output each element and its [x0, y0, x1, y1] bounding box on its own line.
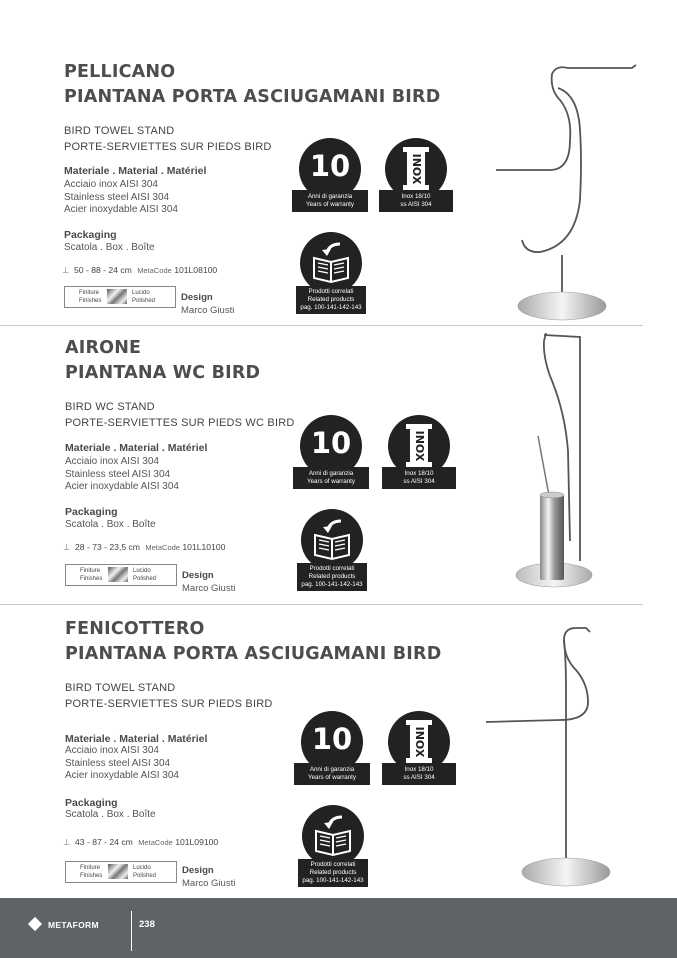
inox-line1: Inox 18/10 [404, 470, 434, 477]
design-heading: Design [182, 865, 214, 876]
inox-label [382, 467, 456, 489]
metacode-value: 101L10100 [182, 542, 226, 552]
airone-stand-image [510, 331, 620, 596]
related-pages: pag. 100-141-142-143 [300, 304, 362, 311]
finish-box [64, 286, 176, 308]
related-pages: pag. 100-141-142-143 [302, 877, 364, 884]
metacode-value: 101L08100 [174, 265, 218, 275]
book-icon [302, 805, 364, 867]
warranty-label [292, 190, 368, 212]
metacode-label: MetaCode [145, 543, 180, 552]
finish-value-en: Polished [133, 872, 157, 879]
warranty-en: Years of warranty [306, 201, 354, 208]
product-section-fenicottero [0, 605, 677, 895]
product-section-airone [0, 326, 677, 604]
warranty-it: Anni di garanzia [308, 470, 354, 477]
finish-value-it: Lucido [132, 290, 150, 296]
warranty-label [293, 467, 369, 489]
finish-box [65, 861, 177, 883]
brand-name: METAFORM [48, 920, 99, 930]
related-label [297, 563, 367, 591]
page-footer [0, 898, 677, 958]
product-title: PIANTANA WC BIRD [65, 363, 261, 383]
material-it: Acciaio inox AISI 304 [65, 456, 159, 467]
product-name: PELLICANO [64, 62, 176, 82]
inox-line2: ss AISI 304 [400, 201, 432, 208]
inox-label [382, 763, 456, 785]
polished-swatch [108, 864, 128, 879]
finish-label-it: Finiture [80, 865, 101, 871]
product-title: PIANTANA PORTA ASCIUGAMANI BIRD [64, 87, 441, 107]
polished-swatch [107, 289, 127, 304]
material-en: Stainless steel AISI 304 [65, 757, 171, 769]
dimensions-line [63, 837, 218, 848]
related-pages: pag. 100-141-142-143 [301, 581, 363, 588]
packaging-value: Scatola . Box . Boîte [64, 242, 155, 253]
warranty-it: Anni di garanzia [309, 766, 355, 773]
inox-line1: Inox 18/10 [401, 193, 431, 200]
page-number: 238 [139, 919, 155, 930]
polished-swatch [108, 567, 128, 582]
related-it: Prodotti correlati [310, 861, 356, 868]
warranty-number: 10 [310, 426, 352, 460]
fenicottero-stand-image [480, 620, 610, 895]
packaging-heading: Packaging [64, 229, 117, 241]
metacode-value: 101L09100 [175, 837, 219, 847]
finish-label-en: Finishes [80, 872, 103, 879]
finish-value-it: Lucido [133, 865, 151, 871]
book-icon [300, 232, 362, 294]
metacode-label: MetaCode [137, 266, 172, 275]
related-en: Related products [309, 869, 357, 876]
inox-line1: Inox 18/10 [404, 766, 434, 773]
warranty-number: 10 [311, 722, 353, 756]
dimensions-icon: ⊥ [62, 265, 70, 275]
related-it: Prodotti correlati [309, 565, 355, 572]
product-name: AIRONE [65, 338, 142, 358]
diamond-icon [28, 917, 42, 931]
packaging-value: Scatola . Box . Boîte [65, 809, 156, 820]
material-heading: Materiale . Material . Matériel [65, 733, 208, 745]
material-it: Acciaio inox AISI 304 [64, 179, 158, 190]
designer-name: Marco Giusti [181, 305, 235, 316]
footer-separator [131, 911, 132, 951]
dimensions-icon: ⊥ [63, 837, 71, 847]
brand-logo [30, 919, 99, 930]
packaging-heading: Packaging [65, 506, 118, 518]
design-heading: Design [181, 292, 213, 303]
inox-text: INOX [413, 430, 426, 462]
related-circle [301, 509, 363, 571]
dimensions-icon: ⊥ [63, 542, 71, 552]
warranty-number: 10 [309, 149, 351, 183]
dimensions-line [62, 265, 217, 276]
related-en: Related products [307, 296, 355, 303]
material-fr: Acier inoxydable AISI 304 [65, 481, 179, 492]
material-fr: Acier inoxydable AISI 304 [64, 204, 178, 215]
design-heading: Design [182, 570, 214, 581]
designer-name: Marco Giusti [182, 583, 236, 594]
product-section-pellicano [0, 0, 677, 325]
finish-label-it: Finiture [80, 568, 101, 574]
inox-text: INOX [413, 726, 426, 758]
dimensions-value: 28 - 73 - 23,5 cm [75, 542, 140, 552]
finish-value-it: Lucido [133, 568, 151, 574]
subtitle-en: BIRD TOWEL STAND [65, 682, 176, 694]
related-en: Related products [308, 573, 356, 580]
material-heading: Materiale . Material . Matériel [65, 442, 208, 454]
material-it: Acciaio inox AISI 304 [65, 745, 159, 756]
material-fr: Acier inoxydable AISI 304 [65, 770, 179, 781]
related-circle [302, 805, 364, 867]
finish-label-en: Finishes [79, 297, 102, 304]
related-label [296, 286, 366, 314]
finish-label-it: Finiture [79, 290, 100, 296]
product-name: FENICOTTERO [65, 619, 205, 639]
material-en: Stainless steel AISI 304 [64, 191, 170, 203]
material-en: Stainless steel AISI 304 [65, 468, 171, 480]
warranty-it: Anni di garanzia [307, 193, 353, 200]
related-circle [300, 232, 362, 294]
finish-box [65, 564, 177, 586]
packaging-heading: Packaging [65, 797, 118, 809]
designer-name: Marco Giusti [182, 878, 236, 889]
inox-text: INOX [410, 153, 423, 185]
inox-line2: ss AISI 304 [403, 478, 435, 485]
packaging-value: Scatola . Box . Boîte [65, 519, 156, 530]
subtitle-en: BIRD WC STAND [65, 401, 155, 413]
warranty-en: Years of warranty [308, 774, 356, 781]
pellicano-stand-image [490, 60, 640, 330]
subtitle-fr: PORTE-SERVIETTES SUR PIEDS BIRD [65, 698, 273, 710]
finish-value-en: Polished [133, 575, 157, 582]
finish-label-en: Finishes [80, 575, 103, 582]
related-label [298, 859, 368, 887]
finish-value-en: Polished [132, 297, 156, 304]
dimensions-value: 43 - 87 - 24 cm [75, 837, 133, 847]
product-title: PIANTANA PORTA ASCIUGAMANI BIRD [65, 644, 442, 664]
subtitle-en: BIRD TOWEL STAND [64, 125, 175, 137]
inox-line2: ss AISI 304 [403, 774, 435, 781]
material-heading: Materiale . Material . Matériel [64, 165, 207, 177]
subtitle-fr: PORTE-SERVIETTES SUR PIEDS BIRD [64, 141, 272, 153]
book-icon [301, 509, 363, 571]
warranty-en: Years of warranty [307, 478, 355, 485]
related-it: Prodotti correlati [308, 288, 354, 295]
metacode-label: MetaCode [138, 838, 173, 847]
dimensions-line [63, 542, 225, 553]
subtitle-fr: PORTE-SERVIETTES SUR PIEDS WC BIRD [65, 417, 295, 429]
inox-label [379, 190, 453, 212]
dimensions-value: 50 - 88 - 24 cm [74, 265, 132, 275]
warranty-label [294, 763, 370, 785]
